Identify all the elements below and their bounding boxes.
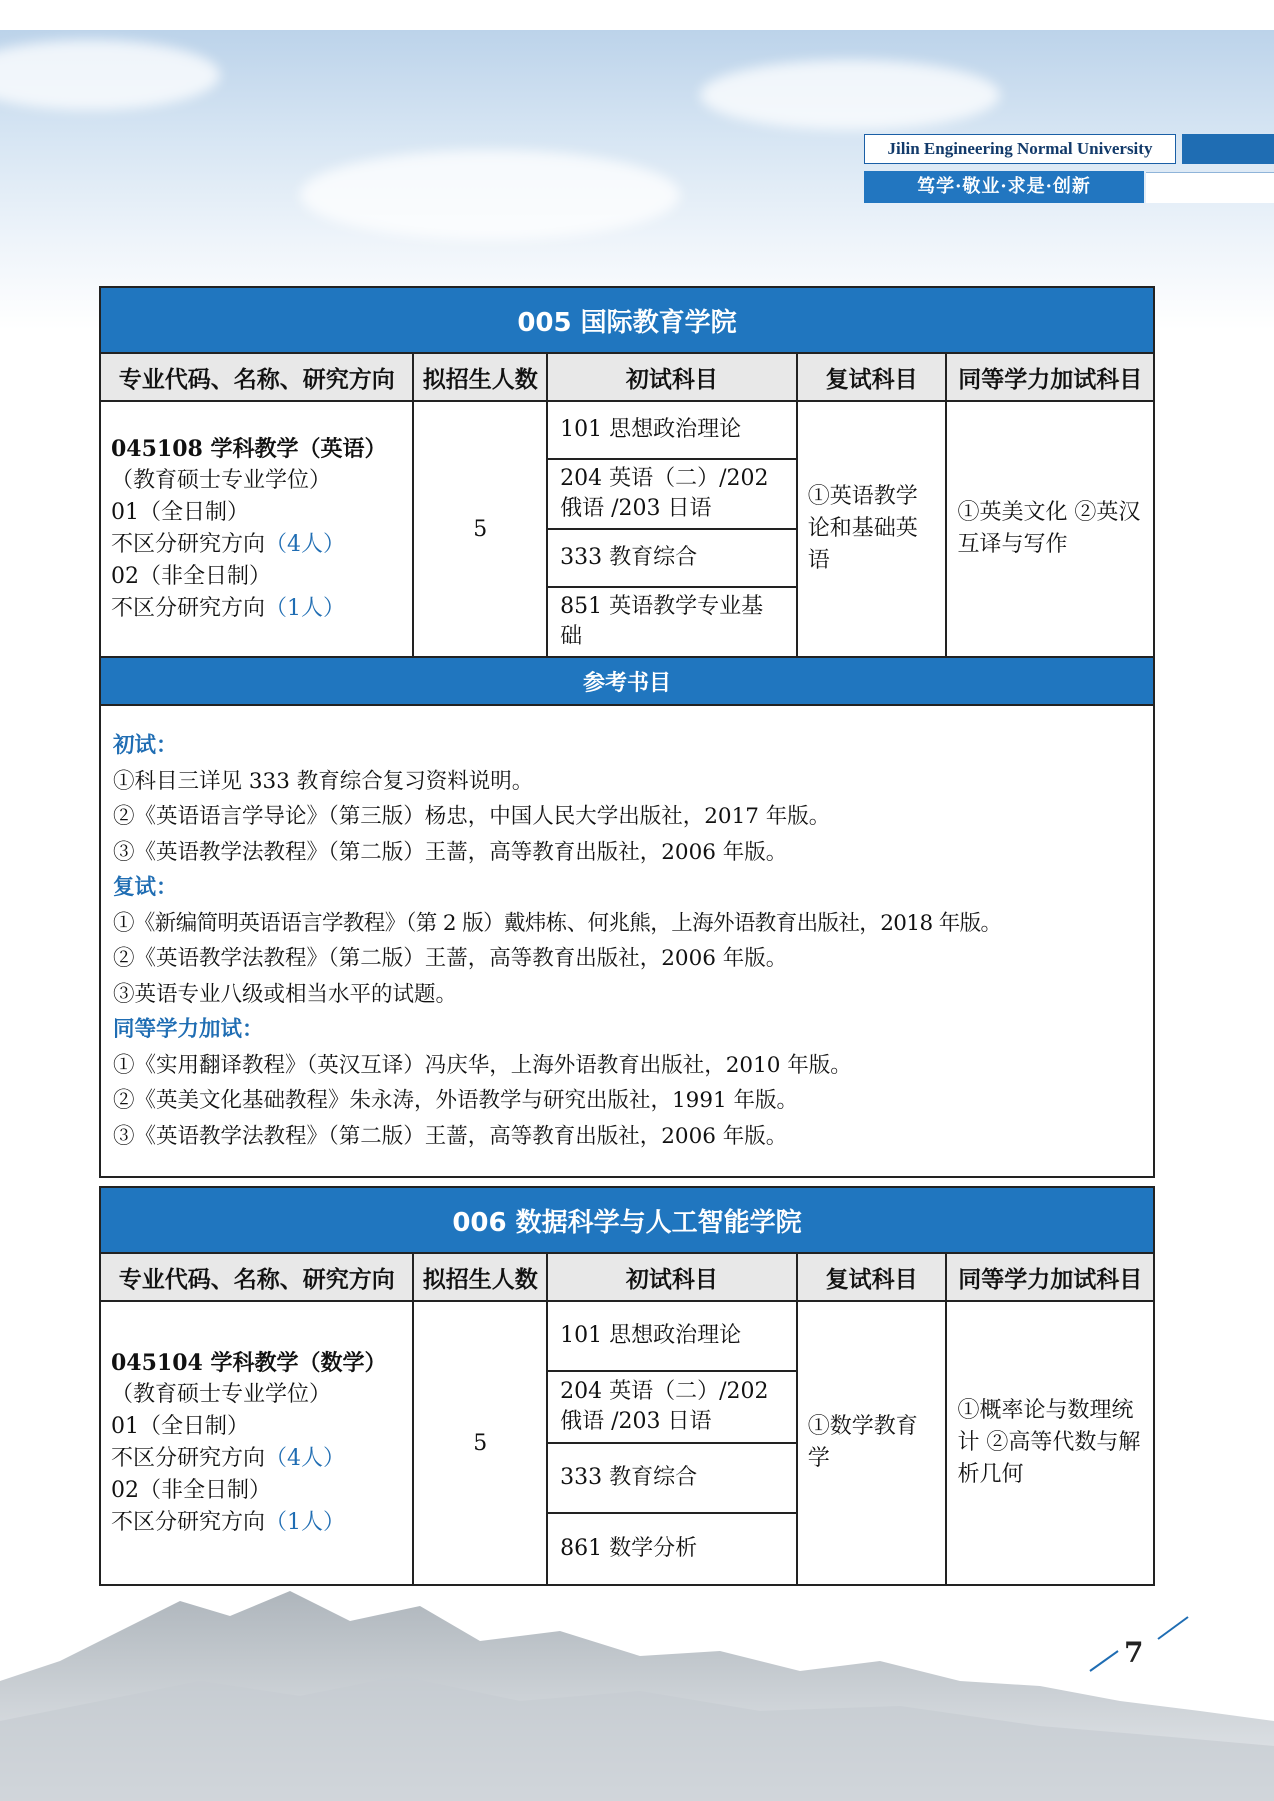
reference-item: ③《英语教学法教程》（第二版）王蔷，高等教育出版社，2006 年版。 [113,1123,788,1149]
reference-item: ②《英语教学法教程》（第二版）王蔷，高等教育出版社，2006 年版。 [113,946,788,971]
exam-subject: 333 教育综合 [547,1443,797,1513]
motto: 笃学·敬业·求是·创新 [864,171,1144,203]
study-mode: 02（非全日制） [111,1478,271,1503]
exam-subject: 851 英语教学专业基础 [547,587,797,657]
page-number-slash [1090,1651,1118,1671]
extra-subject: ①概率论与数理统计 ②高等代数与解析几何 [946,1301,1154,1585]
column-header: 复试科目 [797,1253,947,1301]
column-header: 拟招生人数 [413,353,547,401]
section-table [99,1186,1155,1586]
initial-exam-label: 初试： [113,733,178,758]
column-header: 专业代码、名称、研究方向 [100,353,413,401]
quota: （1人） [265,596,346,621]
exam-subject: 101 思想政治理论 [547,1301,797,1371]
major-cell [100,401,413,657]
reference-title: 参考书目 [100,657,1154,705]
major-code-name: 045108 学科教学（英语） [111,436,387,462]
degree-type: （教育硕士专业学位） [111,1382,332,1407]
column-header: 初试科目 [547,1253,797,1301]
major-code-name: 045104 学科教学（数学） [111,1350,387,1376]
extra-subject: ①英美文化 ②英汉互译与写作 [946,401,1154,657]
research-direction: 不区分研究方向 [111,596,266,621]
mountain-decoration [0,1561,1274,1801]
study-mode: 02（非全日制） [111,564,271,589]
reference-item: ③英语专业八级或相当水平的试题。 [113,981,458,1007]
retest-subject: ①英语教学论和基础英语 [797,401,947,657]
enrollment-count: 5 [413,401,547,657]
reference-item: ②《英语语言学导论》（第三版）杨忠，中国人民大学出版社，2017 年版。 [113,804,831,829]
retest-subject: ①数学教育学 [797,1301,947,1585]
study-mode: 01（全日制） [111,1414,249,1439]
column-header: 复试科目 [797,353,947,401]
exam-subject: 861 数学分析 [547,1513,797,1585]
section-table [99,286,1155,1178]
header-accent-bar [1182,134,1274,164]
reference-item: ①《新编简明英语语言学教程》（第 2 版）戴炜栋、何兆熊，上海外语教育出版社，2018 年版。 [113,910,1002,936]
exam-subject: 101 思想政治理论 [547,401,797,459]
reference-item: ②《英美文化基础教程》朱永涛，外语教学与研究出版社，1991 年版。 [113,1088,799,1113]
research-direction: 不区分研究方向 [111,1510,266,1535]
cloud-decoration [300,150,680,240]
enrollment-count: 5 [413,1301,547,1585]
column-header: 初试科目 [547,353,797,401]
reference-list [100,705,1154,1177]
page-number-slash [1158,1617,1188,1639]
column-header: 专业代码、名称、研究方向 [100,1253,413,1301]
exam-subject: 204 英语（二）/202 俄语 /203 日语 [547,1371,797,1443]
reference-item: ③《英语教学法教程》（第二版）王蔷，高等教育出版社，2006 年版。 [113,839,788,865]
research-direction: 不区分研究方向 [111,532,266,557]
header-accent-bar [1146,172,1274,203]
column-header: 同等学力加试科目 [946,353,1154,401]
reference-item: ①科目三详见 333 教育综合复习资料说明。 [113,768,534,794]
university-name: Jilin Engineering Normal University [864,134,1176,164]
major-cell [100,1301,413,1585]
section-title: 006 数据科学与人工智能学院 [100,1187,1154,1253]
study-mode: 01（全日制） [111,500,249,525]
retest-label: 复试： [113,875,178,900]
section-title: 005 国际教育学院 [100,287,1154,353]
quota: （4人） [265,1446,346,1471]
quota: （1人） [265,1510,346,1535]
exam-subject: 204 英语（二）/202 俄语 /203 日语 [547,459,797,529]
column-header: 拟招生人数 [413,1253,547,1301]
column-header: 同等学力加试科目 [946,1253,1154,1301]
exam-subject: 333 教育综合 [547,529,797,587]
research-direction: 不区分研究方向 [111,1446,266,1471]
page-number: 7 [1124,1636,1144,1669]
quota: （4人） [265,532,346,557]
degree-type: （教育硕士专业学位） [111,468,332,493]
cloud-decoration [700,60,1000,130]
extra-exam-label: 同等学力加试： [113,1017,264,1042]
reference-item: ①《实用翻译教程》（英汉互译）冯庆华，上海外语教育出版社，2010 年版。 [113,1052,852,1078]
